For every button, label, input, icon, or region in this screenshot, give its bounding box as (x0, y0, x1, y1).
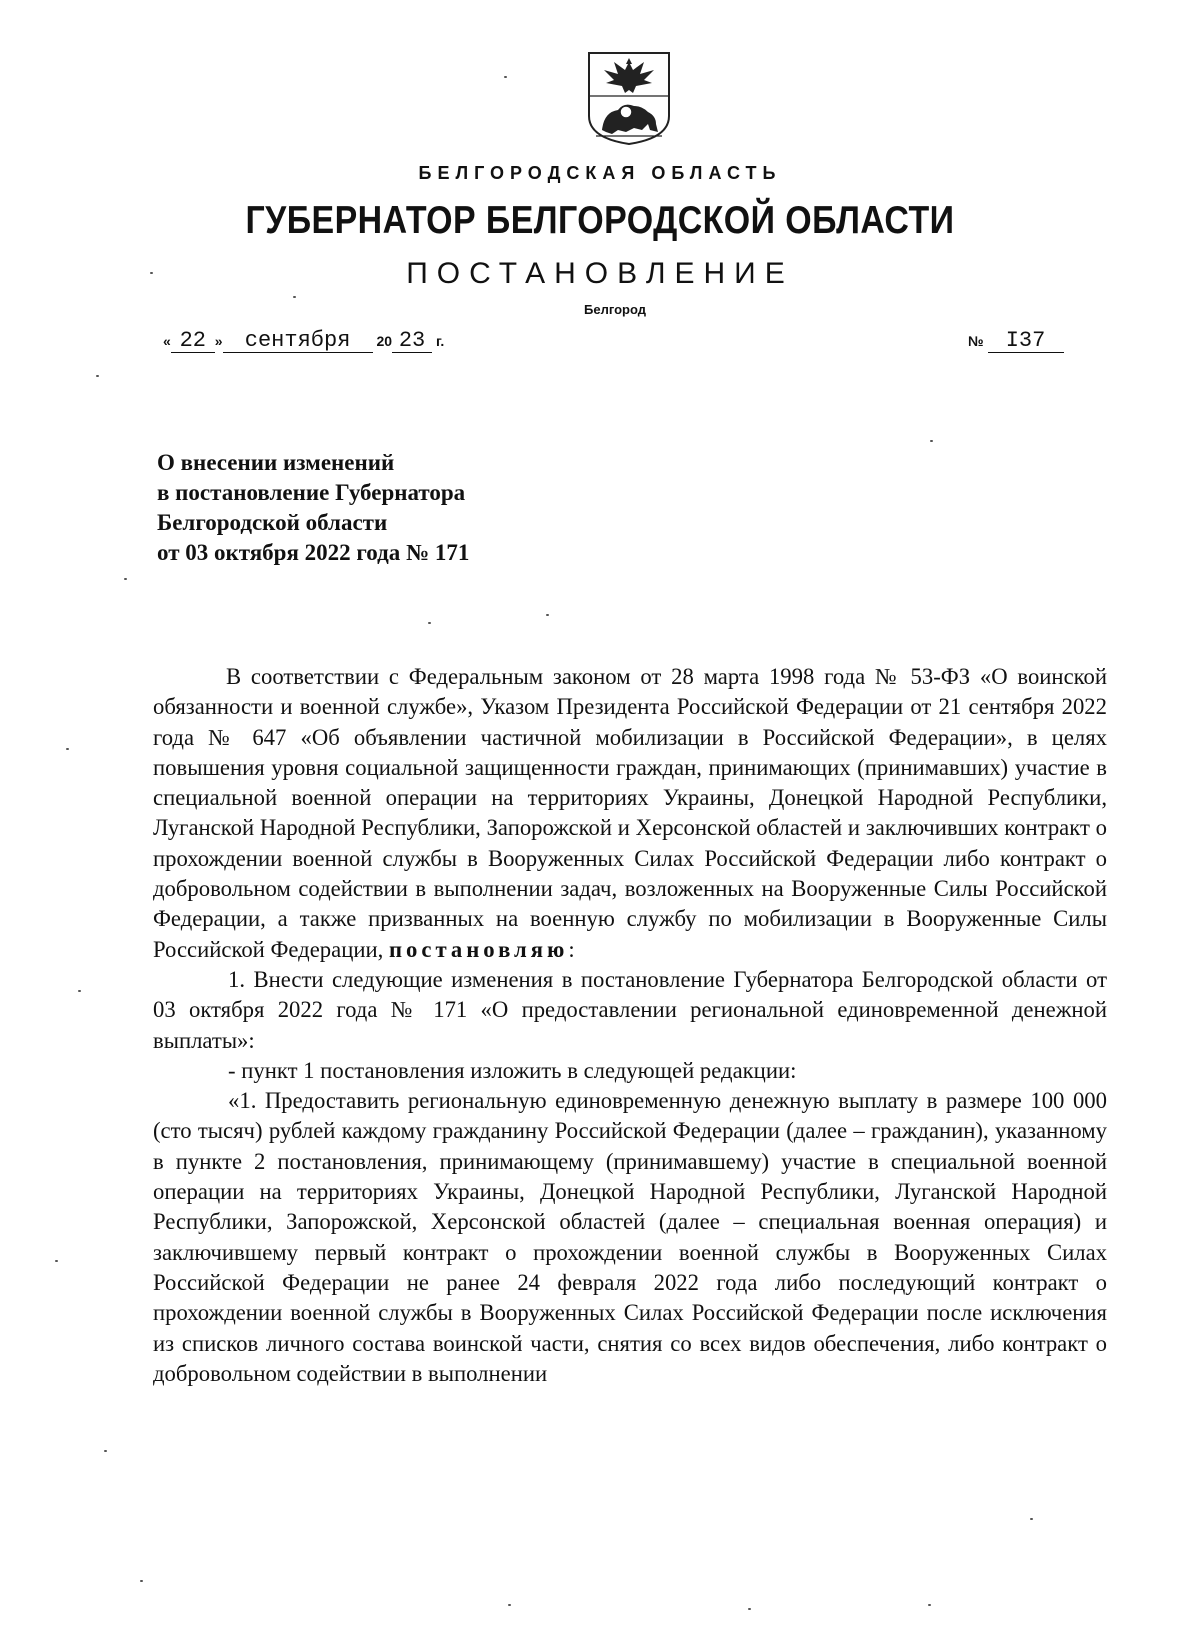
scan-speck (504, 76, 507, 78)
preamble-paragraph (153, 662, 1107, 965)
document-date (163, 330, 444, 353)
subject-line-3 (157, 508, 525, 538)
document-body (153, 662, 1107, 1389)
document-subject (157, 448, 525, 568)
subject-word: изменений (283, 450, 395, 475)
scan-speck (508, 1604, 511, 1606)
document-type-title: ПОСТАНОВЛЕНИЕ (406, 257, 794, 290)
number-value: I37 (988, 330, 1064, 353)
date-year-prefix: 20 (376, 333, 393, 349)
item-1-text-paragraph: «1. Предоставить региональную единовременную денежную выплату в размере 100 000 (сто тысяч) рублей каждому гражданину Российской Федерации (далее – гражданин), указанному в пункте 2 постановления, принимающему (принимавшему) участие в специальной военной операции на территориях Украины, Донецкой Народной Республики, Луганской Народной Республики, Запорожской, Херсонской областей (далее – специальная военная операция) и заключившему первый контракт о прохождении военной службы в Вооруженных Силах Российской Федерации не ранее 24 февраля 2022 года либо последующий контракт о прохождении военной службы в Вооруженных Силах Российской Федерации после исключения из списков личного состава воинской части, снятия со всех видов обеспечения, либо контракт о добровольном содействии в выполнении (153, 1088, 1107, 1386)
scan-speck (55, 1260, 58, 1262)
item-1-paragraph: 1. Внести следующие изменения в постановление Губернатора Белгородской области от 03 октября 2022 года № 171 «О предоставлении региональной единовременной денежной выплаты»: (153, 966, 1107, 1053)
scan-speck (124, 578, 127, 580)
scan-speck (140, 1580, 143, 1582)
preamble-text: В соответствии с Федеральным законом от 28 марта 1998 года № 53-ФЗ «О воинской обязанности и военной службе», Указом Президента Российской Федерации от 21 сентября 2022 года № 647 «Об объявлении частичной мобилизации в Российской Федерации», в целях повышения уровня социальной защищенности граждан, принимающих (принимавших) участие в специальной военной операции на территориях Украины, Донецкой Народной Республики, Луганской Народной Республики, Запорожской и Херсонской областей и заключивших контракт о прохождении военной службы в Вооруженных Силах Российской Федерации либо контракт о добровольном содействии в выполнении задач, возложенных на Вооруженные Силы Российской Федерации, а также призванных на военную службу по мобилизации в Вооруженные Силы Российской Федерации, (153, 664, 1107, 962)
scan-speck (78, 990, 81, 992)
city-label: Белгород (584, 302, 646, 317)
scan-speck (66, 748, 69, 750)
scan-speck (546, 614, 549, 616)
date-open-quote: « (163, 333, 171, 349)
date-year-suffix: 23 (392, 330, 432, 353)
date-day: 22 (171, 330, 215, 353)
subject-word: внесении (180, 450, 278, 475)
scan-speck (930, 440, 933, 442)
date-year-unit: г. (435, 333, 445, 349)
subject-word: О (157, 450, 175, 475)
scan-speck (293, 296, 296, 298)
scan-speck (104, 1450, 107, 1452)
region-title: БЕЛГОРОДСКАЯ ОБЛАСТЬ (418, 163, 782, 183)
document-number (968, 330, 1064, 353)
date-month: сентября (223, 330, 373, 353)
scan-speck (748, 1608, 751, 1610)
resolve-colon: : (568, 936, 575, 962)
number-label: № (968, 333, 984, 349)
scan-speck (428, 622, 431, 624)
coat-of-arms-emblem (586, 50, 672, 146)
subject-line-1 (157, 448, 525, 478)
scan-speck (96, 375, 99, 377)
subject-word: области (305, 510, 388, 535)
item-1-sub-paragraph: - пункт 1 постановления изложить в следующей редакции: (228, 1057, 797, 1083)
subject-line-2: в постановление Губернатора (157, 480, 466, 505)
subject-line-4: от 03 октября 2022 года № 171 (157, 540, 470, 565)
scan-speck (1030, 1518, 1033, 1520)
date-close-quote: » (214, 333, 223, 349)
subject-word: Белгородской (157, 510, 300, 535)
authority-title: ГУБЕРНАТОР БЕЛГОРОДСКОЙ ОБЛАСТИ (245, 199, 955, 242)
resolve-word: постановляю (388, 936, 569, 962)
scan-speck (150, 272, 153, 274)
scan-speck (928, 1604, 931, 1606)
